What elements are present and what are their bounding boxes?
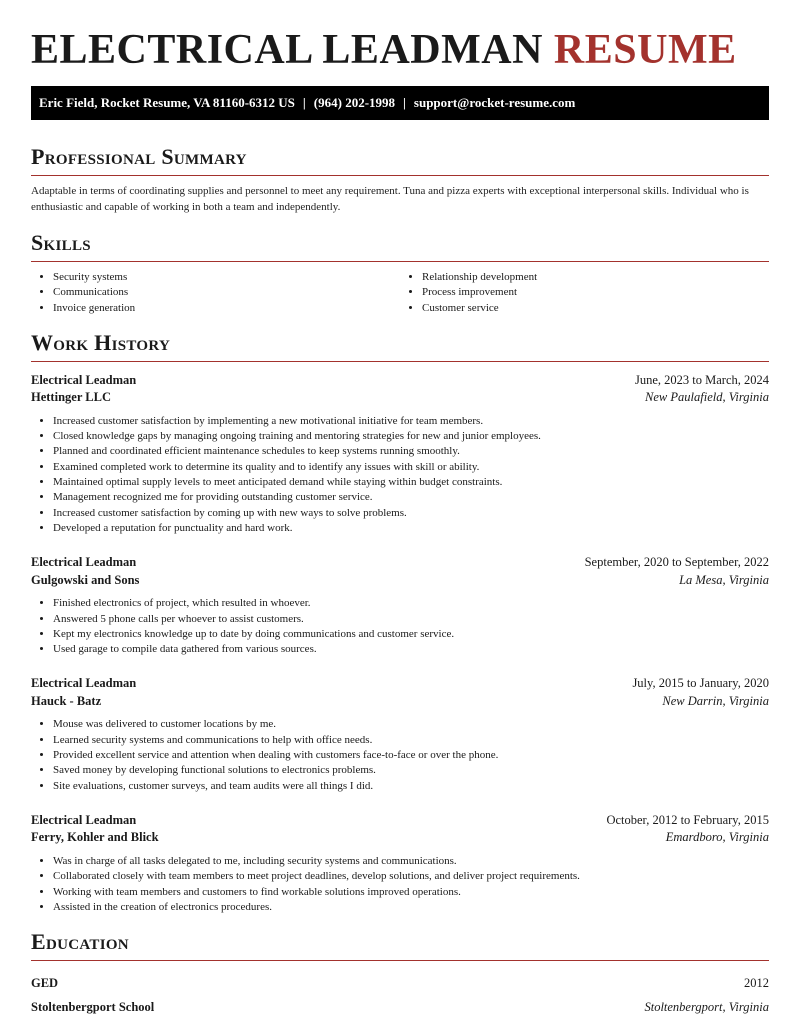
job-bullet: • Mouse was delivered to customer locations by me.: [53, 717, 769, 732]
title-main: ELECTRICAL LEADMAN: [31, 27, 543, 73]
skill-item: • Security systems: [53, 270, 400, 285]
title-accent: RESUME: [553, 27, 737, 73]
education-location: Stoltenbergport, Virginia: [644, 1000, 769, 1015]
contact-email: support@rocket-resume.com: [413, 95, 576, 110]
job-location: New Darrin, Virginia: [662, 693, 769, 708]
job-bullet: • Answered 5 phone calls per whoever to assist customers.: [53, 612, 769, 627]
job-bullets: [31, 414, 769, 536]
skill-item: • Relationship development: [422, 270, 769, 285]
job-bullet: • Collaborated closely with team members to meet project deadlines, develop solutions, and deliver project requirements.: [53, 869, 769, 884]
section-divider: [31, 261, 769, 262]
education-entry: [31, 971, 769, 1019]
education-year: 2012: [744, 976, 769, 991]
resume-page: [31, 0, 769, 1019]
job-company: Hettinger LLC: [31, 390, 111, 405]
contact-phone: (964) 202-1998: [313, 95, 396, 110]
skills-column-left: [31, 270, 400, 316]
section-divider: [31, 361, 769, 362]
education-degree: GED: [31, 976, 59, 991]
job-bullet: • Working with team members and customers to find workable solutions improved operations.: [53, 885, 769, 900]
job-entry: [31, 675, 769, 793]
job-dates: October, 2012 to February, 2015: [606, 812, 769, 827]
job-bullet: • Management recognized me for providing outstanding customer service.: [53, 490, 769, 505]
job-entry: [31, 372, 769, 536]
section-divider: [31, 960, 769, 961]
job-title: Electrical Leadman: [31, 676, 137, 691]
job-bullet: • Increased customer satisfaction by implementing a new motivational initiative for team members.: [53, 414, 769, 429]
job-entry: [31, 812, 769, 915]
job-location: New Paulafield, Virginia: [645, 390, 769, 405]
job-bullet: • Planned and coordinated efficient maintenance schedules to keep systems running smoothly.: [53, 444, 769, 459]
job-bullet: • Used garage to compile data gathered from various sources.: [53, 642, 769, 657]
resume-title: [31, 26, 769, 74]
job-bullet: • Finished electronics of project, which resulted in whoever.: [53, 596, 769, 611]
job-location: Emardboro, Virginia: [665, 830, 769, 845]
skills-column-right: [400, 270, 769, 316]
job-bullet: • Examined completed work to determine its quality and to identify any issues with skill or ability.: [53, 460, 769, 475]
job-bullet: • Assisted in the creation of electronics procedures.: [53, 900, 769, 915]
skill-item: • Process improvement: [422, 285, 769, 300]
job-entry: [31, 554, 769, 657]
job-bullet: • Closed knowledge gaps by managing ongoing training and mentoring strategies for new and junior employees.: [53, 429, 769, 444]
skills-list: [31, 270, 769, 316]
job-bullet: • Saved money by developing functional solutions to electronics problems.: [53, 763, 769, 778]
contact-separator: |: [302, 95, 306, 110]
section-title-work-history: Work History: [31, 329, 171, 355]
job-company: Hauck - Batz: [31, 693, 102, 708]
job-bullet: • Increased customer satisfaction by coming up with new ways to solve problems.: [53, 506, 769, 521]
job-bullet: • Developed a reputation for punctuality and hard work.: [53, 521, 769, 536]
contact-separator: |: [403, 95, 406, 110]
job-bullets: [31, 596, 769, 657]
section-title-skills: Skills: [31, 230, 91, 255]
contact-address: Eric Field, Rocket Resume, VA 81160-6312 US: [39, 95, 295, 110]
job-bullet: • Site evaluations, customer surveys, and team audits were all things I did.: [53, 779, 769, 794]
job-title: Electrical Leadman: [31, 555, 137, 570]
skill-item: • Communications: [53, 285, 400, 300]
job-location: La Mesa, Virginia: [679, 572, 769, 587]
job-bullet: • Kept my electronics knowledge up to date by doing communications and customer service.: [53, 627, 769, 642]
section-divider: [31, 175, 769, 176]
job-company: Gulgowski and Sons: [31, 572, 140, 587]
job-bullets: [31, 854, 769, 915]
summary-text: Adaptable in terms of coordinating supplies and personnel to meet any requirement. Tuna and pizza experts with exceptional interpersonal skills. Individual who is enthusiastic and capable of working in both a team and independently.: [31, 185, 749, 213]
section-title-summary: Professional Summary: [31, 144, 247, 169]
section-title-education: Education: [31, 929, 129, 955]
skill-item: • Customer service: [422, 301, 769, 316]
job-dates: June, 2023 to March, 2024: [634, 372, 769, 387]
job-bullet: • Was in charge of all tasks delegated to me, including security systems and communications.: [53, 854, 769, 869]
job-bullet: • Provided excellent service and attention when dealing with customers face-to-face or over the phone.: [53, 748, 769, 763]
skill-item: • Invoice generation: [53, 301, 400, 316]
job-company: Ferry, Kohler and Blick: [31, 830, 159, 845]
job-dates: July, 2015 to January, 2020: [632, 676, 769, 691]
job-bullets: [31, 717, 769, 793]
job-bullet: • Learned security systems and communications to help with office needs.: [53, 733, 769, 748]
job-bullet: • Maintained optimal supply levels to meet anticipated demand while staying within budget constraints.: [53, 475, 769, 490]
education-school: Stoltenbergport School: [31, 1000, 155, 1015]
job-dates: September, 2020 to September, 2022: [584, 555, 769, 570]
job-title: Electrical Leadman: [31, 812, 137, 827]
job-title: Electrical Leadman: [31, 372, 137, 387]
contact-bar: [31, 86, 769, 120]
